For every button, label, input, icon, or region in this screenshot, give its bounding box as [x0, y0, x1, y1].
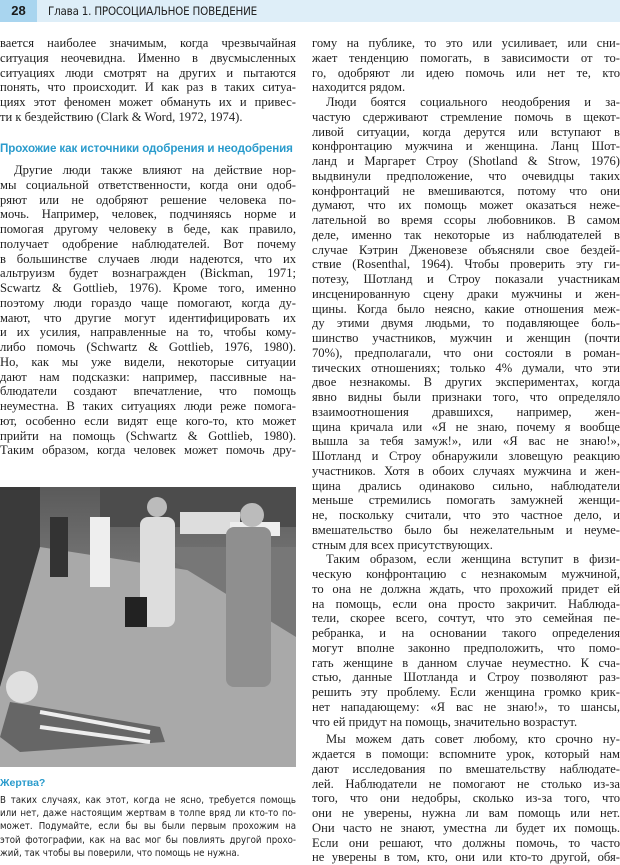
text-line: Другие люди также влияют на действие нор-	[14, 163, 296, 177]
text-line: не уверены в том, кто, они или кто-то другой, обя-	[312, 850, 620, 865]
text-line: ждается в помощи: вспомните урок, который нам	[312, 747, 620, 761]
text-line: лательной во время ссоры любовников. В самом	[312, 213, 620, 227]
text-line: или нет, даже настоящим жертвам в толпе вряд ли кто-то по-	[0, 808, 296, 820]
text-line: ческую конфронтацию с незнакомым мужчиной,	[312, 567, 620, 581]
text-line: жает тенденцию помогать, в зависимости от то-	[312, 50, 620, 65]
text-line: ду этими двумя людьми, то подавляющее боль-	[312, 316, 620, 331]
figure-caption	[0, 794, 296, 860]
text-line: жий, так чтобы вы поверили, что помощь не нужна.	[0, 847, 240, 859]
text-line: тических отношениях; только 4% думали, что эти	[312, 360, 620, 375]
text-line: участников. Хотя в обоих случаях мужчина и жен-	[312, 463, 620, 478]
text-line: Таким образом, если женщина вступит в физи-	[326, 552, 620, 567]
text-line: ливой ситуации, когда дерутся или вступают в	[312, 124, 620, 139]
text-line: дают нам подсказки: например, пассивные на-	[0, 369, 296, 384]
text-line: то она не должна ждать, что прохожий придет ей	[312, 581, 620, 596]
text-line: Если они решают, что должны помочь, то часто	[312, 835, 620, 850]
text-line: Таким образом, когда человек может помочь дру-	[0, 443, 296, 458]
text-line: что ей придут на помощь, значительно возрастут.	[312, 714, 578, 729]
text-line: шинство участников, мужчин и женщин (почти	[312, 331, 620, 345]
text-line: могут вполне законно предположить, что помо-	[312, 640, 620, 655]
right-paragraph-3	[312, 552, 620, 729]
text-line: взаимоотношения дравшихся, например, жен-	[312, 404, 620, 419]
text-line: инсценированную сцену драки мужчины и жен-	[312, 286, 620, 301]
text-line: может. Подумайте, если бы вы были первым прохожим на	[0, 821, 296, 833]
text-line: Мы можем дать совет любому, кто срочно ну-	[326, 732, 620, 747]
text-line: стным для всех присутствующих.	[312, 537, 493, 552]
section-heading: Прохожие как источники одобрения и неодобрения	[0, 142, 293, 155]
text-line: ситуация неочевидна. Именно в двусмысленных	[0, 50, 296, 65]
text-line: щина кричала или «Я не знаю, почему я вообще	[312, 419, 620, 434]
text-line: гому на публике, то это или усиливает, или сни-	[312, 36, 620, 50]
street-scene-photo	[0, 487, 296, 767]
text-line: мочь. Например, человек, подчиняясь норме и	[0, 207, 296, 222]
right-paragraph-1	[312, 36, 620, 95]
text-line: они не уверены, нужна ли вам помощь или нет.	[312, 806, 620, 820]
text-line: лей. Наблюдатели не помогают не столько из-за	[312, 776, 620, 791]
text-line: мают, что другие могут идентифицировать их	[0, 310, 296, 325]
text-line: меньше стремились помогать замужней женщи-	[312, 493, 620, 508]
text-line: стью, данные Шотланда и Строу позволяют раз-	[312, 670, 620, 685]
caption-title: Жертва?	[0, 777, 46, 789]
text-line: нет нападающему: «Я вас не знаю!», то шансы,	[312, 699, 620, 714]
text-line: решить эту проблему. Если женщина громко крик-	[312, 685, 620, 699]
text-line: и их усилия, направленные на то, чтобы кому-	[0, 325, 296, 340]
text-line: двое незнакомы. В других экспериментах, когда	[312, 375, 620, 390]
text-line: блюдатели создают впечатление, что помощь	[0, 384, 296, 399]
text-line: В таких случаях, как этот, когда не ясно, требуется помощь	[0, 795, 296, 806]
running-header	[0, 0, 620, 22]
text-line: ребранка, и на основании такого определения	[312, 626, 620, 640]
right-paragraph-4	[312, 732, 620, 865]
text-line: щина дрались одинаково сильно, наблюдатели	[312, 478, 620, 493]
running-title: Глава 1. ПРОСОЦИАЛЬНОЕ ПОВЕДЕНИЕ	[48, 4, 257, 18]
text-line: дают исследования по вмешательству наблюдате-	[312, 761, 620, 776]
text-line: циях этот феномен может обмануть их и привес-	[0, 95, 296, 109]
text-line: альтруизм будет вознагражден (Bickman, 1971;	[0, 266, 296, 281]
text-line: Но, как мы уже видели, некоторые ситуации	[0, 354, 296, 369]
text-line: ют, особенно если видят еще кого-то, кто может	[0, 413, 296, 428]
text-line: этой фотографии, как на вас мог бы повлиять другой прохо-	[0, 834, 296, 846]
text-line: понять, что происходит. И как раз в таких ситуа-	[0, 80, 296, 95]
text-line: вышла за тебя замуж!», или «Я вас не знаю!»,	[312, 434, 620, 449]
text-line: потезу, Шотланд и Строу показали участникам	[312, 272, 620, 286]
figure-photo	[0, 487, 296, 767]
text-line: ти к бездействию (Clark & Word, 1972, 1974).	[0, 109, 243, 124]
text-line: думают, что их помощь может оказаться неже-	[312, 198, 620, 213]
text-line: явно видны были признаки того, что определяло	[312, 390, 620, 404]
text-line: ланд и Маргарет Строу (Shotland & Strow, 1976)	[312, 154, 620, 168]
text-line: Люди боятся социального неодобрения и за-	[326, 95, 620, 109]
text-line: частую сдерживают стремление помочь в щекот-	[312, 109, 620, 124]
text-line: получает одобрение наблюдателей. Вот почему	[0, 236, 296, 251]
text-line: 70%), предполагали, что они состояли в роман-	[312, 345, 620, 360]
text-line: Scwartz & Gottlieb, 1976). Кроме того, именно	[0, 281, 296, 295]
text-line: конфронтацию мужчина и женщина. Ланц Шот-	[312, 139, 620, 154]
text-line: не, поскольку считали, что это частное дело, и	[312, 508, 620, 522]
text-line: находится рядом.	[312, 80, 406, 95]
page-number: 28	[0, 0, 37, 22]
text-line: на помощь, если она просто закричит. Наблюда-	[312, 596, 620, 611]
text-line: конфронтаций не вмешиваются, потому что они	[312, 183, 620, 198]
text-line: деле, именно так некоторые из наблюдателей в	[312, 227, 620, 242]
text-line: того, что они недобры, сколько из-за того, что	[312, 791, 620, 806]
text-line: Они часто не знают, уместна ли будет их помощь.	[312, 820, 620, 835]
text-line: щины. Когда было неясно, какие отношения меж-	[312, 301, 620, 316]
left-paragraph-1	[0, 36, 296, 125]
text-line: поэтому люди гораздо чаще помогают, когда ду-	[0, 295, 296, 310]
text-line: помогая другому человеку в беде, как правило,	[0, 222, 296, 236]
left-paragraph-2	[0, 163, 296, 458]
right-paragraph-2	[312, 95, 620, 552]
text-line: ряют или не одобряют решение человека по-	[0, 192, 296, 207]
text-line: вмешательство было бы нежелательным и неуме-	[312, 522, 620, 537]
text-line: го, одобряют ли идею помочь или нет те, кто	[312, 65, 620, 80]
right-column	[312, 36, 620, 865]
text-line: неуместна. В таких ситуациях люди реже помога-	[0, 399, 296, 413]
text-line: вается наиболее значимым, когда чрезвычайная	[0, 36, 296, 50]
text-line: в большинстве случаев люди надеются, что их	[0, 251, 296, 266]
text-line: ситуациях люди смотрят на других и пытаются	[0, 65, 296, 80]
text-line: ствие (Rosenthal, 1964). Чтобы проверить эту ги-	[312, 257, 620, 272]
text-line: гать женщине в данном случае неуместно. К сча-	[312, 655, 620, 670]
text-line: выдвинули предположение, что очевидцы таких	[312, 168, 620, 183]
text-line: Шотланд и Строу обнаружили зловещую реакцию	[312, 449, 620, 463]
text-line: либо помочь (Schwartz & Gottlieb, 1976, 1980).	[0, 340, 296, 354]
text-line: прийти на помощь (Schwartz & Gottlieb, 1980).	[0, 428, 296, 443]
text-line: мы социальной ответственности, когда они одоб-	[0, 177, 296, 192]
text-line: случае Кэтрин Дженовезе объясняли свое бездей-	[312, 242, 620, 257]
text-line: тели, скорее всего, сочтут, что это семейная пе-	[312, 611, 620, 626]
